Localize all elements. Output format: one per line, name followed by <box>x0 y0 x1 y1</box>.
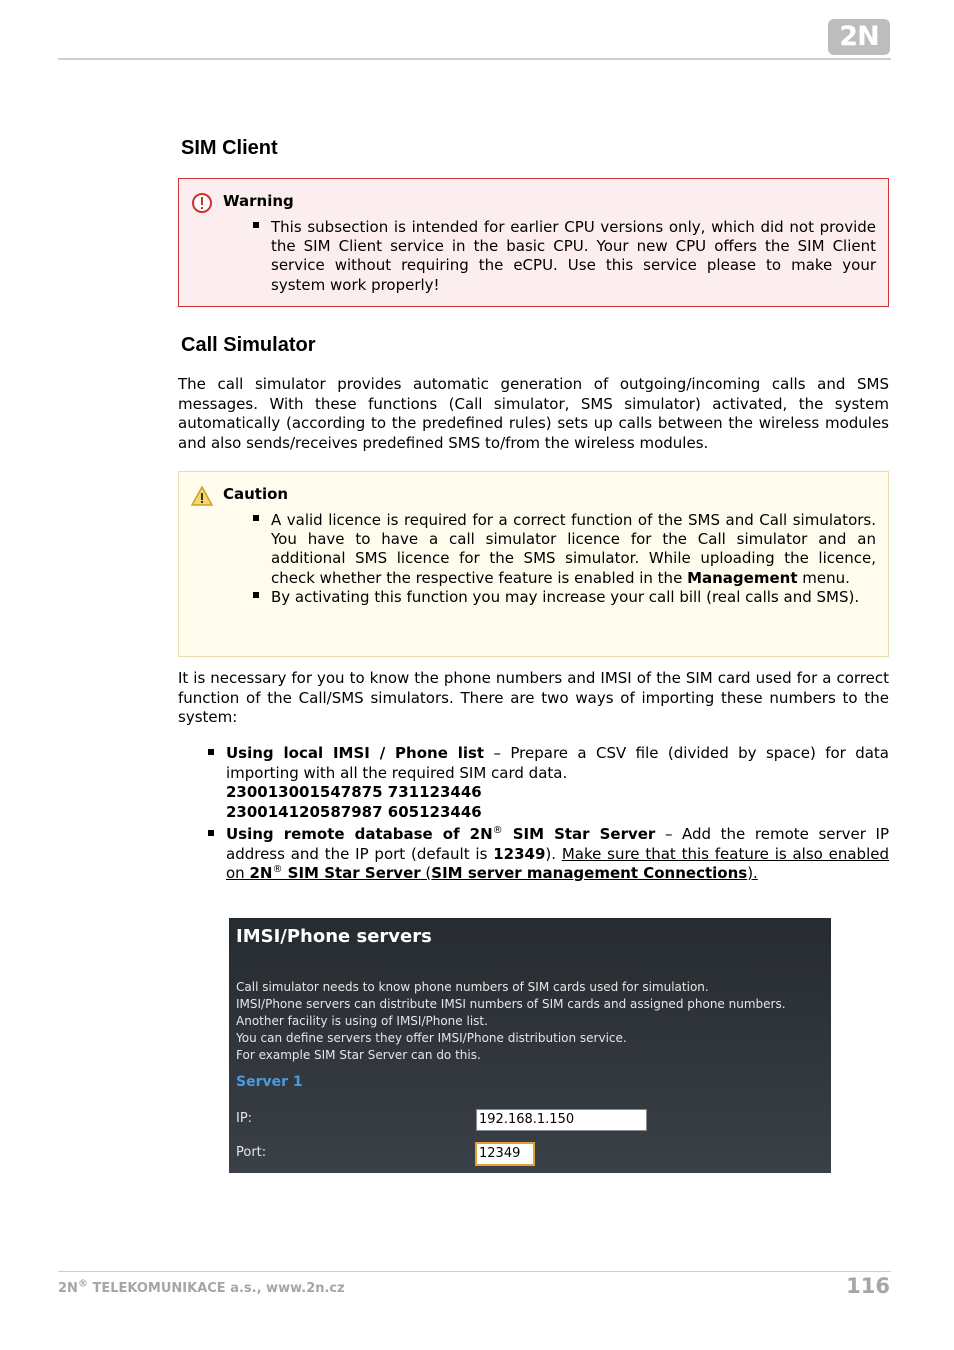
footer-company: 2N® TELEKOMUNIKACE a.s., www.2n.cz <box>58 1278 345 1296</box>
warning-title: Warning <box>223 192 294 210</box>
warning-circle-icon <box>191 192 213 214</box>
warning-list <box>253 218 876 295</box>
screenshot-title: IMSI/Phone servers <box>236 926 432 947</box>
imsi-phone-servers-screenshot <box>229 918 831 1173</box>
screenshot-description: Call simulator needs to know phone numbers of SIM cards used for simulation. IMSI/Phone servers can distribute IMSI numbers of SIM cards and assigned phone numbers. Another facility is using of IMSI/Phone list. You can define servers they offer IMSI/Phone distribution service. For example SIM Star Server can do this. <box>236 980 786 1062</box>
import-methods-list <box>206 744 889 884</box>
page-number: 116 <box>846 1274 890 1298</box>
call-simulator-intro: The call simulator provides automatic generation of outgoing/incoming calls and SMS messages. With these functions (Call simulator, SMS simulator) activated, the system automatically (according to the predefined rules) sets up calls between the wireless modules and also sends/receives predefined SMS to/from the wireless modules. <box>178 375 889 452</box>
footer-rule <box>58 1271 891 1272</box>
caution-triangle-icon <box>191 485 213 507</box>
import-paragraph: It is necessary for you to know the phone numbers and IMSI of the SIM card used for a correct function of the Call/SMS simulators. There are two ways of importing these numbers to the system: <box>178 669 889 726</box>
management-menu-ref: Management <box>687 568 798 587</box>
sample-line-1: 230013001547875 731123446 <box>226 783 482 801</box>
sample-line-2: 230014120587987 605123446 <box>226 802 482 821</box>
ip-label: IP: <box>236 1111 253 1126</box>
caution-list <box>253 511 876 607</box>
port-label: Port: <box>236 1145 267 1160</box>
caution-box <box>178 471 889 657</box>
ip-input[interactable]: 192.168.1.150 <box>476 1109 647 1131</box>
sim-client-heading: SIM Client <box>181 137 278 159</box>
port-input[interactable]: 12349 <box>475 1142 535 1166</box>
warning-box <box>178 178 889 307</box>
caution-title: Caution <box>223 485 289 503</box>
call-simulator-heading: Call Simulator <box>181 334 316 356</box>
server-1-label: Server 1 <box>236 1074 303 1090</box>
method-remote-database: Using remote database of 2N® SIM Star Server – Add the remote server IP address and the IP port (default is 12349). Make sure that this feature is also enabled on 2N® SIM Star Server (SIM server management Connections). <box>206 825 889 884</box>
warning-item: This subsection is intended for earlier CPU versions only, which did not provide the SIM Client service in the basic CPU. Your new CPU offers the SIM Client service without requiring the eCPU. Use this service please to make your system work properly! <box>253 218 876 295</box>
caution-item-licence: A valid licence is required for a correct function of the SMS and Call simulators. You have to have a call simulator licence for the Call simulator and an additional SMS licence for the SMS simulator. While uploading the licence, check whether the respective feature is enabled in the Management menu. <box>253 511 876 588</box>
caution-item-bill: By activating this function you may increase your call bill (real calls and SMS). <box>253 588 876 607</box>
enable-note: Make sure that this feature is also enabled on 2N® SIM Star Server (SIM server management Connections). <box>226 844 889 882</box>
header-rule <box>58 58 891 60</box>
2n-logo: 2N <box>828 19 890 55</box>
method-local-list: Using local IMSI / Phone list – Prepare a CSV file (divided by space) for data importing with all the required SIM card data. 230013001547875 731123446 230014120587987 605123446 <box>206 744 889 822</box>
default-port: 12349 <box>493 844 546 863</box>
